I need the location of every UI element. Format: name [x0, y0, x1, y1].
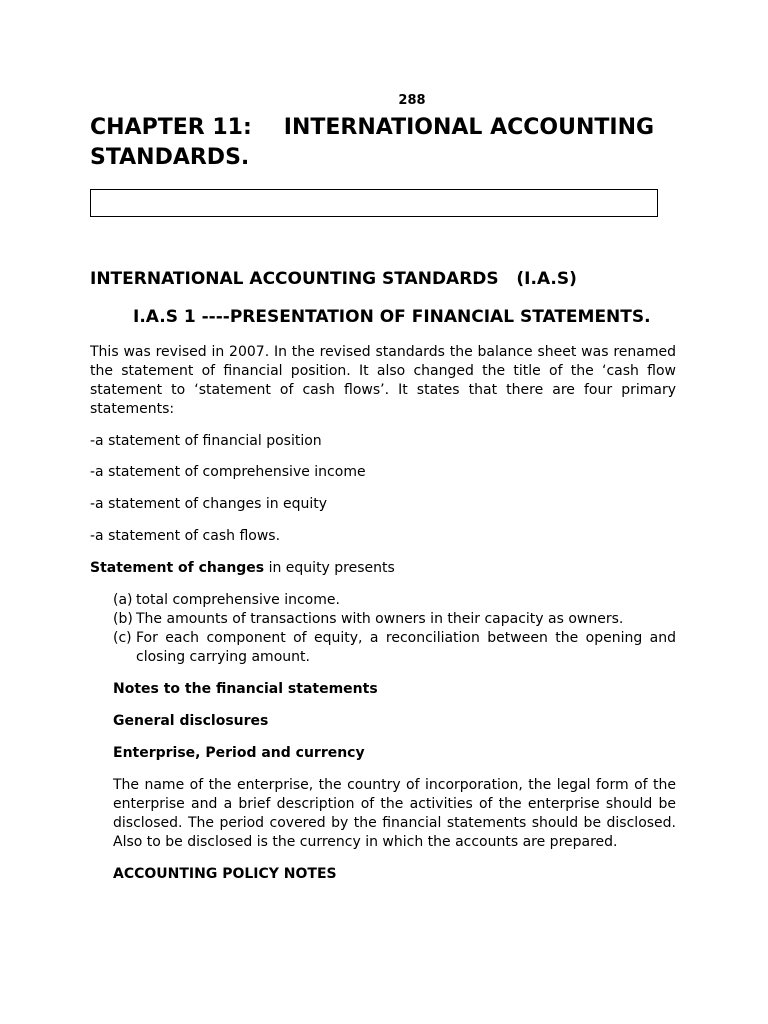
statement-item: -a statement of cash flows. [90, 528, 281, 544]
changes-in-equity-line [90, 559, 395, 578]
section-heading: INTERNATIONAL ACCOUNTING STANDARDS (I.A.S) [90, 269, 577, 289]
chapter-title [90, 113, 690, 173]
statement-item: -a statement of comprehensive income [90, 464, 366, 480]
list-item [113, 591, 676, 610]
intro-paragraph: This was revised in 2007. In the revised standards the balance sheet was renamed the statement of financial position. It also changed the title of the ‘cash flow statement to ‘statement of cash flows’. It states that there are four primary statements: [90, 344, 676, 417]
list-item-text: For each component of equity, a reconciliation between the opening and closing carrying amount. [136, 630, 676, 665]
list-marker: (b) [113, 611, 133, 627]
chapter-label: CHAPTER 11: [90, 115, 252, 140]
enterprise-heading: Enterprise, Period and currency [113, 745, 365, 761]
changes-bold-label: Statement of changes [90, 560, 265, 576]
list-item-text: The amounts of transactions with owners in their capacity as owners. [136, 611, 624, 627]
list-item [113, 610, 676, 629]
changes-rest: in equity presents [264, 560, 395, 576]
notes-heading: Notes to the financial statements [113, 681, 378, 697]
list-item [113, 629, 676, 667]
chapter-title-line1: INTERNATIONAL ACCOUNTING [283, 115, 655, 140]
list-item-text: total comprehensive income. [136, 592, 340, 608]
list-marker: (a) [113, 592, 133, 608]
page-number: 288 [398, 93, 426, 108]
ias1-subheading: I.A.S 1 ----PRESENTATION OF FINANCIAL STATEMENTS. [133, 307, 651, 327]
presents-list [113, 591, 676, 667]
list-marker: (c) [113, 630, 132, 646]
statement-item: -a statement of financial position [90, 433, 322, 449]
chapter-title-line2: STANDARDS. [90, 145, 250, 170]
general-disclosures-heading: General disclosures [113, 713, 269, 729]
accounting-policy-heading: ACCOUNTING POLICY NOTES [113, 866, 337, 882]
statement-item: -a statement of changes in equity [90, 496, 328, 512]
empty-bordered-box [90, 189, 658, 217]
enterprise-paragraph: The name of the enterprise, the country of incorporation, the legal form of the enterprise and a brief description of the activities of the enterprise should be disclosed. The period covered by the financial statements should be disclosed. Also to be disclosed is the currency in which the accounts are prepared. [113, 777, 676, 850]
